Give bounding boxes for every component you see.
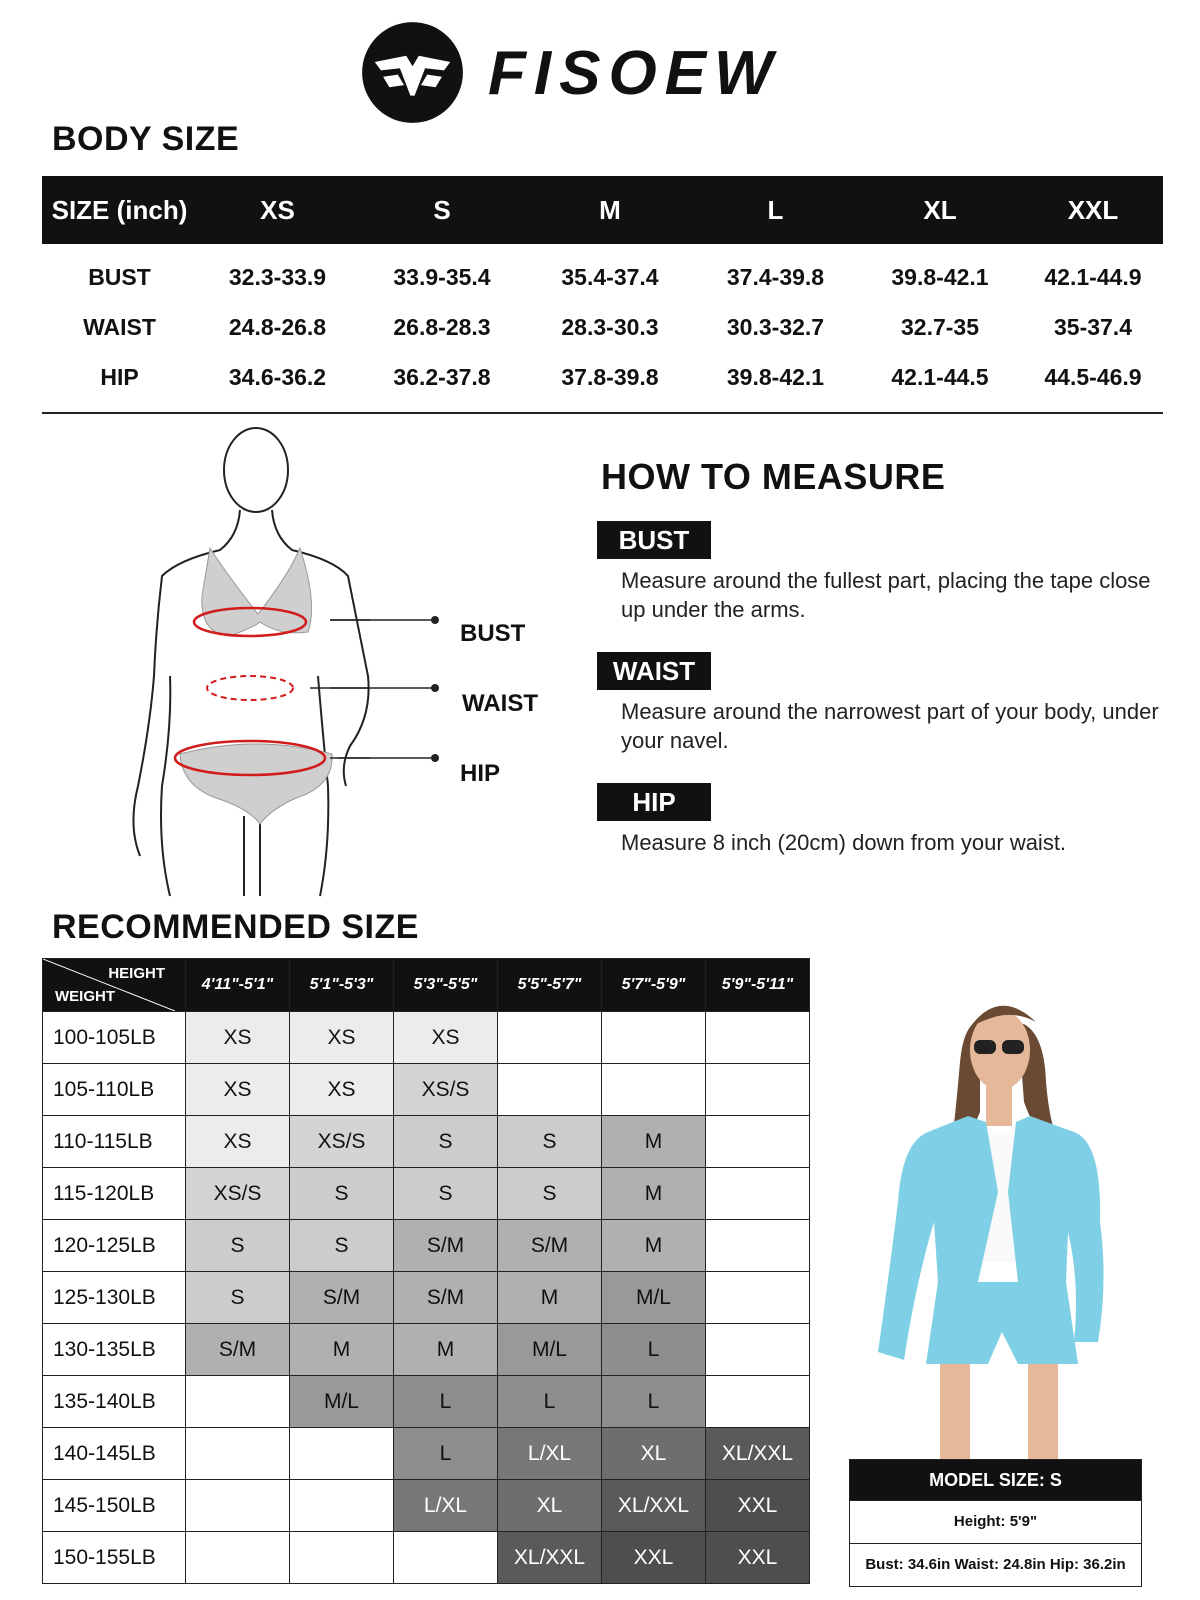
recommended-size-body [43,1012,810,1584]
size-cell: S [290,1220,394,1272]
brand-name: FISOEW [488,39,781,108]
size-cell: XS [290,1012,394,1064]
table-row [43,1532,810,1584]
size-cell [186,1532,290,1584]
size-cell: S [290,1168,394,1220]
size-cell: XS [394,1012,498,1064]
size-cell: XL [498,1480,602,1532]
size-cell [394,1532,498,1584]
size-cell [186,1428,290,1480]
size-cell: M [290,1324,394,1376]
table-cell: 24.8-26.8 [228,313,327,340]
size-cell [706,1116,810,1168]
size-cell: XXL [602,1532,706,1584]
table-row [43,1220,810,1272]
weight-label: 120-125LB [43,1220,186,1272]
weight-label: 135-140LB [43,1376,186,1428]
measure-tag-bust: BUST [597,521,711,559]
table-row [43,1428,810,1480]
size-cell: M [602,1168,706,1220]
row-label: BUST [88,263,151,290]
size-cell: M [602,1116,706,1168]
table-row-bust [42,252,1163,302]
size-cell: S [498,1168,602,1220]
table-row [43,1376,810,1428]
size-cell [602,1012,706,1064]
size-cell: L/XL [394,1480,498,1532]
body-size-header [42,176,1163,244]
size-cell: XL [602,1428,706,1480]
table-cell: 32.7-35 [900,313,979,340]
size-cell [290,1428,394,1480]
size-cell: S [498,1116,602,1168]
size-cell: XXL [706,1532,810,1584]
model-size-box [849,1459,1142,1587]
size-cell [706,1012,810,1064]
height-header: 5'5"-5'7" [498,959,602,1012]
header-xs: XS [260,194,295,225]
corner-cell [43,959,186,1012]
how-to-measure-title: HOW TO MEASURE [601,456,946,497]
model-photo [868,982,1128,1460]
table-row [43,1064,810,1116]
size-cell [706,1168,810,1220]
model-measurements: Bust: 34.6in Waist: 24.8in Hip: 36.2in [850,1543,1141,1586]
header-xl: XL [923,194,957,225]
figure-label-waist: WAIST [462,690,538,717]
header-xxl: XXL [1067,194,1119,225]
figure-label-bust: BUST [460,620,526,647]
recommended-size-table [42,958,810,1584]
size-cell [498,1064,602,1116]
weight-label: 150-155LB [43,1532,186,1584]
table-cell: 39.8-42.1 [726,363,825,390]
weight-label: 110-115LB [43,1116,186,1168]
measure-tag-hip: HIP [597,783,711,821]
weight-label: 100-105LB [43,1012,186,1064]
size-cell: M [394,1324,498,1376]
table-cell: 35-37.4 [1053,313,1132,340]
size-cell: S [186,1220,290,1272]
size-cell: L/XL [498,1428,602,1480]
table-row [43,1168,810,1220]
size-cell [706,1272,810,1324]
size-cell: XS [186,1064,290,1116]
size-cell: XS/S [394,1064,498,1116]
model-size-label: MODEL SIZE: S [850,1460,1141,1500]
size-cell: XL/XXL [498,1532,602,1584]
size-cell [498,1012,602,1064]
size-cell: M/L [602,1272,706,1324]
table-cell: 39.8-42.1 [891,263,989,290]
size-cell [290,1480,394,1532]
weight-label: 105-110LB [43,1064,186,1116]
size-cell: S/M [186,1324,290,1376]
weight-label: 115-120LB [43,1168,186,1220]
table-cell: 37.4-39.8 [726,263,825,290]
size-cell: XL/XXL [602,1480,706,1532]
size-cell: L [602,1376,706,1428]
size-cell [706,1324,810,1376]
size-cell: M/L [290,1376,394,1428]
size-cell: S [394,1168,498,1220]
size-cell: M/L [498,1324,602,1376]
figure-label-hip: HIP [460,760,501,787]
corner-height-label: HEIGHT [108,965,165,982]
size-cell: M [498,1272,602,1324]
table-cell: 32.3-33.9 [228,263,327,290]
divider [42,412,1163,414]
height-header: 5'1"-5'3" [290,959,394,1012]
measure-desc-hip: Measure 8 inch (20cm) down from your waist. [621,830,1067,855]
table-row [43,1324,810,1376]
recommended-size-title: RECOMMENDED SIZE [52,908,419,946]
table-row [43,1116,810,1168]
size-cell [706,1064,810,1116]
table-cell: 42.1-44.9 [1044,263,1142,290]
size-cell: XS [290,1064,394,1116]
table-cell: 37.8-39.8 [561,363,659,390]
header-m: M [599,194,621,225]
size-cell: S [186,1272,290,1324]
size-cell: M [602,1220,706,1272]
header-l: L [767,194,784,225]
weight-label: 125-130LB [43,1272,186,1324]
measure-desc-waist: Measure around the narrowest part of your body, under your navel. [621,699,1159,753]
size-cell: XL/XXL [706,1428,810,1480]
height-header: 5'7"-5'9" [602,959,706,1012]
size-cell: XS/S [290,1116,394,1168]
size-cell [602,1064,706,1116]
size-cell: S/M [394,1272,498,1324]
size-cell [186,1480,290,1532]
body-size-table [42,176,1163,402]
table-cell: 33.9-35.4 [393,263,491,290]
size-cell: S/M [498,1220,602,1272]
height-header: 5'3"-5'5" [394,959,498,1012]
size-cell: S/M [290,1272,394,1324]
brand-logo [360,20,840,125]
table-cell: 35.4-37.4 [561,263,659,290]
brand-logo-icon [360,20,465,125]
table-row-waist [42,302,1163,352]
table-cell: 28.3-30.3 [561,313,659,340]
table-cell: 34.6-36.2 [228,363,327,390]
weight-label: 145-150LB [43,1480,186,1532]
corner-weight-label: WEIGHT [55,988,115,1005]
recommended-header-row [43,959,810,1012]
table-cell: 42.1-44.5 [891,363,989,390]
size-cell [706,1376,810,1428]
height-header: 5'9"-5'11" [706,959,810,1012]
table-row [43,1480,810,1532]
size-cell: S/M [394,1220,498,1272]
size-cell [290,1532,394,1584]
size-cell [186,1376,290,1428]
table-row-hip [42,352,1163,402]
figure-connector-lines [330,618,440,768]
size-cell: L [498,1376,602,1428]
model-height: Height: 5'9" [850,1500,1141,1543]
measure-desc-bust: Measure around the fullest part, placing the tape close up under the arms. [621,568,1151,622]
header-size-unit: SIZE (inch) [51,194,188,225]
size-cell: XS/S [186,1168,290,1220]
size-cell: L [602,1324,706,1376]
table-cell: 26.8-28.3 [393,313,491,340]
weight-label: 130-135LB [43,1324,186,1376]
size-cell: S [394,1116,498,1168]
size-cell: L [394,1376,498,1428]
header-s: S [433,194,451,225]
table-cell: 44.5-46.9 [1044,363,1142,390]
weight-label: 140-145LB [43,1428,186,1480]
size-cell: XS [186,1116,290,1168]
size-cell [706,1220,810,1272]
table-row [43,1012,810,1064]
table-row [43,1272,810,1324]
size-cell: XXL [706,1480,810,1532]
table-cell: 30.3-32.7 [726,313,825,340]
body-size-title: BODY SIZE [52,120,240,158]
size-cell: XS [186,1012,290,1064]
table-cell: 36.2-37.8 [393,363,491,390]
size-cell: L [394,1428,498,1480]
row-label: HIP [100,363,139,390]
row-label: WAIST [83,313,156,340]
measure-tag-waist: WAIST [597,652,711,690]
height-header: 4'11"-5'1" [186,959,290,1012]
